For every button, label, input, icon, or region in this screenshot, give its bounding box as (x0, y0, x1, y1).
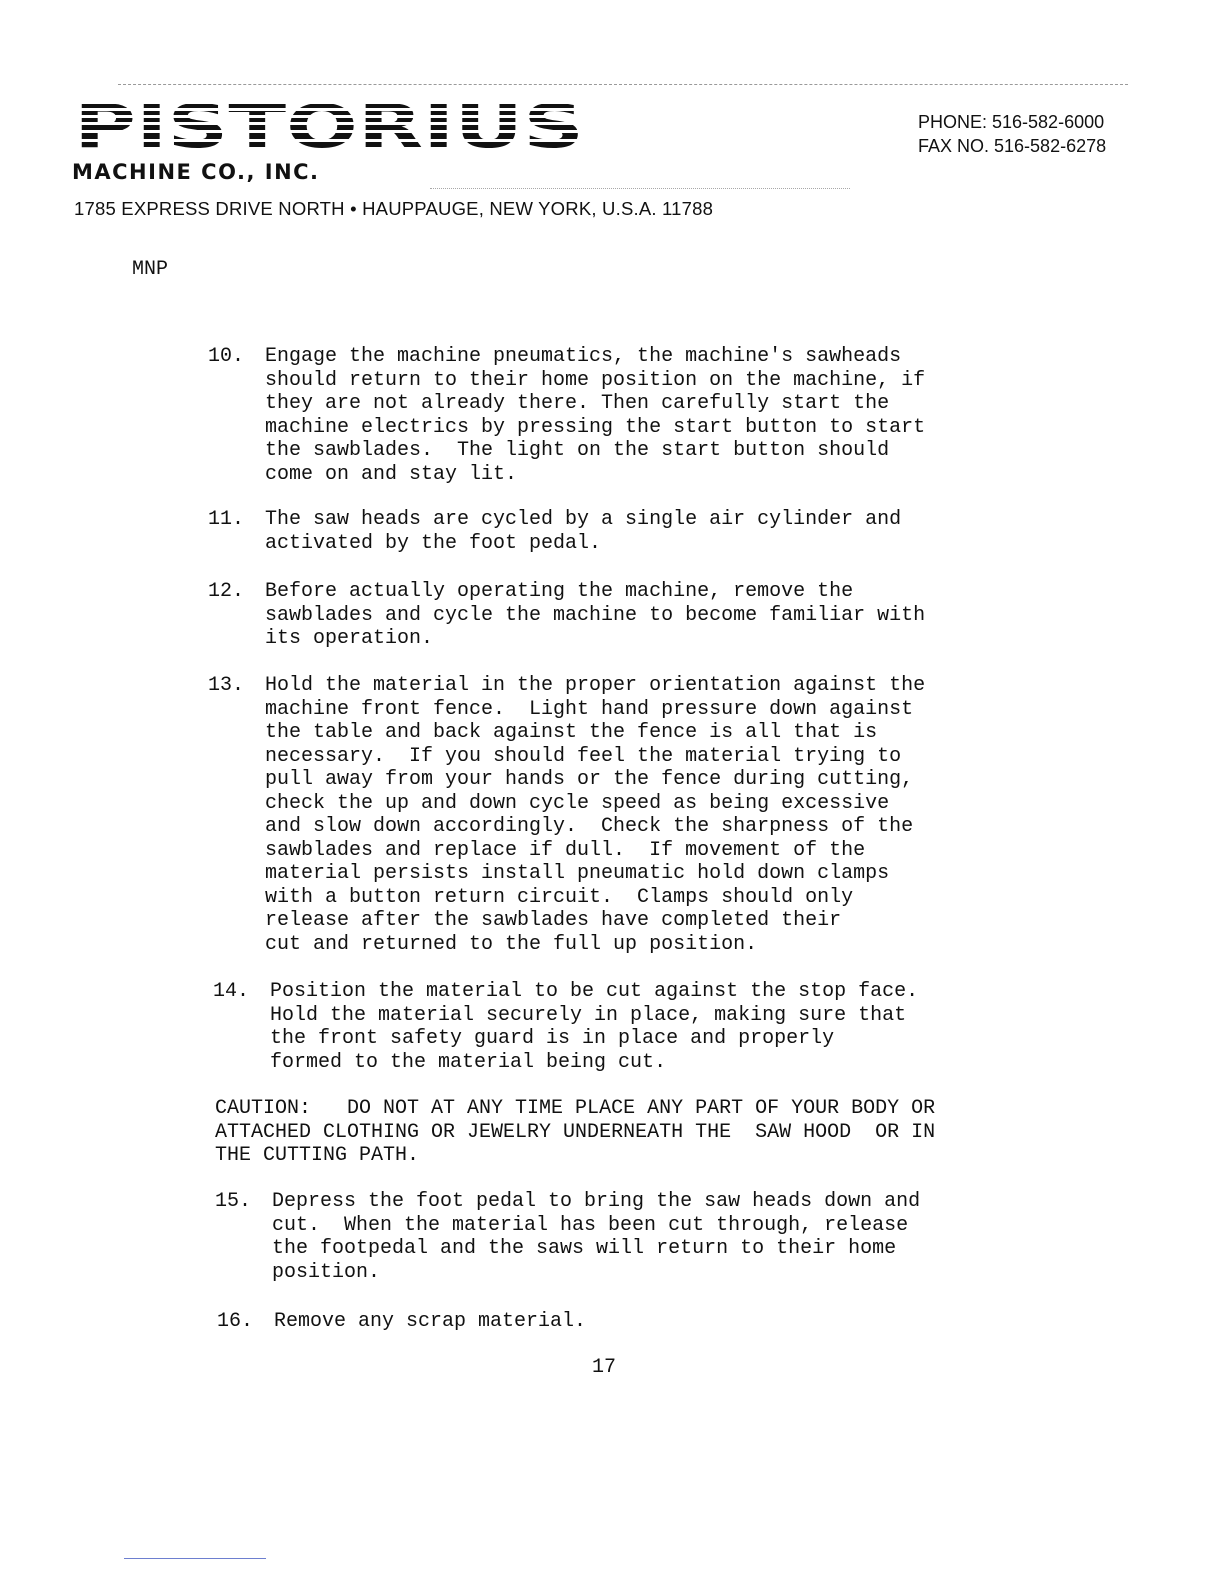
step-item (208, 345, 1108, 486)
step-number: 12. (208, 580, 245, 603)
step-number: 16. (217, 1310, 254, 1333)
company-logo: PISTORIUS (74, 97, 586, 151)
step-text: Engage the machine pneumatics, the machine's sawheads should return to their home position on the machine, if they are not already there. Then carefully start the machine electrics by pressing the start button to start the sawblades. The light on the start button should come on and stay lit. (265, 345, 926, 486)
phone-number: PHONE: 516-582-6000 (918, 112, 1105, 132)
step-item (215, 1190, 1115, 1284)
step-number: 15. (215, 1190, 252, 1213)
step-item (208, 580, 1108, 651)
company-name: MACHINE CO., INC. (72, 160, 320, 184)
footer-rule (124, 1558, 266, 1559)
letterhead-top-rule (118, 84, 1128, 85)
step-text: Hold the material in the proper orientation against the machine front fence. Light hand pressure down against the table and back against the fence is all that is necessary. If you should feel the material trying to pull away from your hands or the fence during cutting, check the up and down cycle speed as being excessive and slow down accordingly. Check the sharpness of the sawblades and replace if dull. If movement of the material persists install pneumatic hold down clamps with a button return circuit. Clamps should only release after the sawblades have completed their cut and returned to the full up position. (265, 674, 926, 956)
letterhead-divider (430, 188, 850, 189)
step-text: The saw heads are cycled by a single air cylinder and activated by the foot pedal. (265, 508, 902, 555)
caution-notice: CAUTION: DO NOT AT ANY TIME PLACE ANY PART OF YOUR BODY OR ATTACHED CLOTHING OR JEWELRY UNDERNEATH THE SAW HOOD OR IN THE CUTTING PATH. (215, 1097, 936, 1167)
step-text: Before actually operating the machine, remove the sawblades and cycle the machine to become familiar with its operation. (265, 580, 926, 650)
step-item (208, 674, 1108, 956)
step-text: Position the material to be cut against the stop face. Hold the material securely in place, making sure that the front safety guard is in place and properly formed to the material being cut. (270, 980, 919, 1074)
contact-block (918, 110, 1106, 158)
fax-number: FAX NO. 516-582-6278 (918, 136, 1107, 156)
step-item (213, 980, 1113, 1074)
step-text: Depress the foot pedal to bring the saw heads down and cut. When the material has been cut through, release the footpedal and the saws will return to their home position. (272, 1190, 921, 1284)
step-number: 13. (208, 674, 245, 697)
step-number: 14. (213, 980, 250, 1003)
step-text: Remove any scrap material. (274, 1310, 587, 1333)
step-number: 11. (208, 508, 245, 531)
step-item (217, 1310, 1117, 1334)
company-address: 1785 EXPRESS DRIVE NORTH • HAUPPAUGE, NEW YORK, U.S.A. 11788 (74, 198, 714, 219)
document-initials: MNP (132, 258, 169, 281)
step-item (208, 508, 1108, 555)
step-number: 10. (208, 345, 245, 368)
page-number: 17 (592, 1356, 617, 1379)
